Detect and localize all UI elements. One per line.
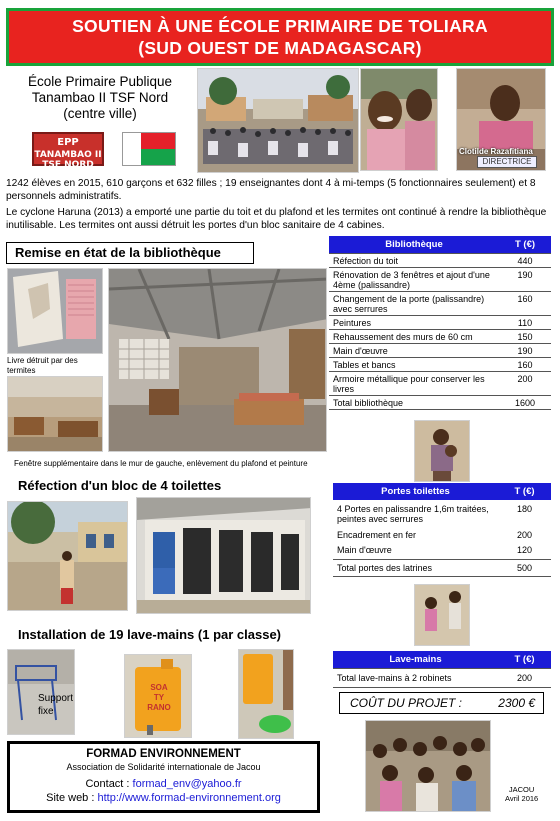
signature-date: Avril 2016 bbox=[505, 794, 539, 803]
row-amount: 180 bbox=[516, 504, 533, 514]
library-table-header-amount: T (€) bbox=[499, 236, 551, 254]
row-amount: 200 bbox=[499, 372, 551, 396]
toilets-section-title: Réfection d'un bloc de 4 toilettes bbox=[18, 478, 222, 493]
table-row bbox=[329, 358, 551, 372]
row-amount: 440 bbox=[499, 254, 551, 268]
row-label: Main d'œuvre bbox=[329, 344, 499, 358]
signature-place: JACOU bbox=[508, 785, 535, 794]
total-label: Total lave-mains à 2 robinets bbox=[333, 669, 498, 688]
table-total-row bbox=[329, 396, 551, 410]
total-label: Total portes des latrines bbox=[333, 560, 498, 577]
table-total-row bbox=[333, 669, 551, 688]
row-amount: 150 bbox=[499, 330, 551, 344]
row-amount: 110 bbox=[499, 316, 551, 330]
library-cost-table bbox=[329, 236, 551, 410]
website-label: Site web : bbox=[46, 792, 98, 804]
handwash-section-title: Installation de 19 lave-mains (1 par classe) bbox=[18, 627, 282, 642]
director-name-caption: Clotilde Razafitiana bbox=[459, 147, 533, 156]
destroyed-book-photo bbox=[7, 268, 103, 354]
sign-line-3: TSF NORD bbox=[42, 160, 94, 170]
title-banner bbox=[6, 8, 554, 66]
support-caption: Support fixe bbox=[38, 693, 74, 717]
contact-line bbox=[10, 777, 317, 791]
toilet-block-photo bbox=[136, 497, 311, 614]
table-row bbox=[329, 372, 551, 396]
handwash-cost-table bbox=[333, 651, 551, 688]
table-row bbox=[329, 316, 551, 330]
table-row bbox=[329, 344, 551, 358]
school-courtyard-photo bbox=[7, 501, 128, 611]
table-row bbox=[329, 292, 551, 316]
book-caption: Livre détruit par des termites bbox=[7, 356, 78, 375]
table-row bbox=[329, 330, 551, 344]
table-row bbox=[333, 541, 551, 560]
row-amount: 120 bbox=[516, 545, 533, 555]
row-label: Changement de la porte (palissandre) avec serrures bbox=[329, 292, 499, 316]
children-group-photo bbox=[365, 720, 491, 812]
director-photo bbox=[456, 68, 546, 171]
sign-line-2: TANAMBAO II bbox=[34, 150, 102, 160]
project-cost-label: COÛT DU PROJET : bbox=[350, 696, 463, 710]
jerrycan-label: SOA TY RANO bbox=[147, 683, 171, 712]
total-amount: 200 bbox=[498, 669, 551, 688]
row-label: Réfection du toit bbox=[329, 254, 499, 268]
title-line-1: SOUTIEN À UNE ÉCOLE PRIMAIRE DE TOLIARA bbox=[72, 16, 488, 36]
row-label: 4 Portes en palissandre 1,6m traitées, peintes avec serrures bbox=[337, 504, 489, 524]
intro-paragraph-2: Le cyclone Haruna (2013) a emporté une partie du toit et du plafond et les termites ont continué à rendre la bibliothèque inutilisable. Les termites ont aussi détruit les portes d'un bloc sanitaire de 4 cabines. bbox=[6, 207, 547, 231]
table-row bbox=[333, 500, 551, 526]
table-row bbox=[329, 254, 551, 268]
row-amount: 200 bbox=[516, 529, 533, 540]
intro-paragraph-1: 1242 élèves en 2015, 610 garçons et 632 filles ; 19 enseignantes dont 4 à mi-temps (5 fonctionnaires seulement) et 8 personnels administratifs. bbox=[6, 178, 536, 202]
table-row bbox=[329, 268, 551, 292]
jerrycan-basin-photo bbox=[238, 649, 294, 739]
library-interior-photo-large bbox=[108, 268, 327, 452]
library-section-title: Remise en état de la bibliothèque bbox=[6, 242, 254, 264]
organization-description: Association de Solidarité internationale de Jacou bbox=[66, 762, 261, 772]
sign-line-1: EPP bbox=[57, 137, 79, 148]
schoolyard-photo bbox=[197, 68, 359, 173]
row-label: Armoire métallique pour conserver les livres bbox=[329, 372, 499, 396]
child-carrying-photo bbox=[414, 420, 470, 482]
table-row bbox=[333, 526, 551, 542]
handwash-table-header-amount: T (€) bbox=[498, 651, 551, 669]
library-interior-photo-small bbox=[7, 376, 103, 452]
project-cost-box bbox=[339, 692, 544, 714]
toilets-table-header: Portes toilettes bbox=[333, 483, 498, 500]
school-line-3: (centre ville) bbox=[63, 106, 137, 121]
madagascar-flag-icon bbox=[122, 132, 176, 166]
organization-box bbox=[7, 741, 320, 813]
row-label: Rénovation de 3 fenêtres et ajout d'une 4ème (palissandre) bbox=[329, 268, 499, 292]
row-label: Tables et bancs bbox=[329, 358, 499, 372]
support-photo bbox=[7, 649, 75, 735]
row-label: Rehaussement des murs de 60 cm bbox=[329, 330, 499, 344]
library-table-header: Bibliothèque bbox=[329, 236, 499, 254]
row-label: Peintures bbox=[329, 316, 499, 330]
total-label: Total bibliothèque bbox=[329, 396, 499, 410]
signature-block bbox=[505, 785, 538, 803]
toilets-cost-table bbox=[333, 483, 551, 577]
school-name bbox=[10, 74, 190, 122]
jerrycan-photo bbox=[124, 654, 192, 738]
contact-label: Contact : bbox=[85, 778, 133, 790]
table-total-row bbox=[333, 560, 551, 577]
school-line-2: Tanambao II TSF Nord bbox=[31, 90, 169, 105]
window-caption: Fenêtre supplémentaire dans le mur de gauche, enlèvement du plafond et peinture bbox=[14, 459, 308, 468]
website-link[interactable]: http://www.formad-environnement.org bbox=[97, 792, 281, 804]
row-amount: 160 bbox=[499, 292, 551, 316]
two-children-photo bbox=[414, 584, 470, 646]
total-amount: 1600 bbox=[499, 396, 551, 410]
school-sign bbox=[32, 132, 104, 170]
school-line-1: École Primaire Publique bbox=[27, 74, 173, 89]
row-label: Main d'œuvre bbox=[337, 545, 392, 555]
directrice-sign: DIRECTRICE bbox=[477, 156, 537, 168]
row-amount: 160 bbox=[499, 358, 551, 372]
intro-text bbox=[6, 178, 554, 236]
contact-email-link[interactable]: formad_env@yahoo.fr bbox=[132, 778, 242, 790]
toilets-table-header-amount: T (€) bbox=[498, 483, 551, 500]
children-portrait-photo bbox=[360, 68, 438, 171]
row-label: Encadrement en fer bbox=[337, 529, 417, 540]
row-amount: 190 bbox=[499, 344, 551, 358]
total-amount: 500 bbox=[498, 560, 551, 577]
website-line bbox=[10, 791, 317, 805]
handwash-table-header: Lave-mains bbox=[333, 651, 498, 669]
organization-name: FORMAD ENVIRONNEMENT bbox=[86, 748, 241, 760]
project-cost-amount: 2300 € bbox=[498, 696, 535, 710]
row-amount: 190 bbox=[499, 268, 551, 292]
title-line-2: (SUD OUEST DE MADAGASCAR) bbox=[138, 38, 422, 58]
